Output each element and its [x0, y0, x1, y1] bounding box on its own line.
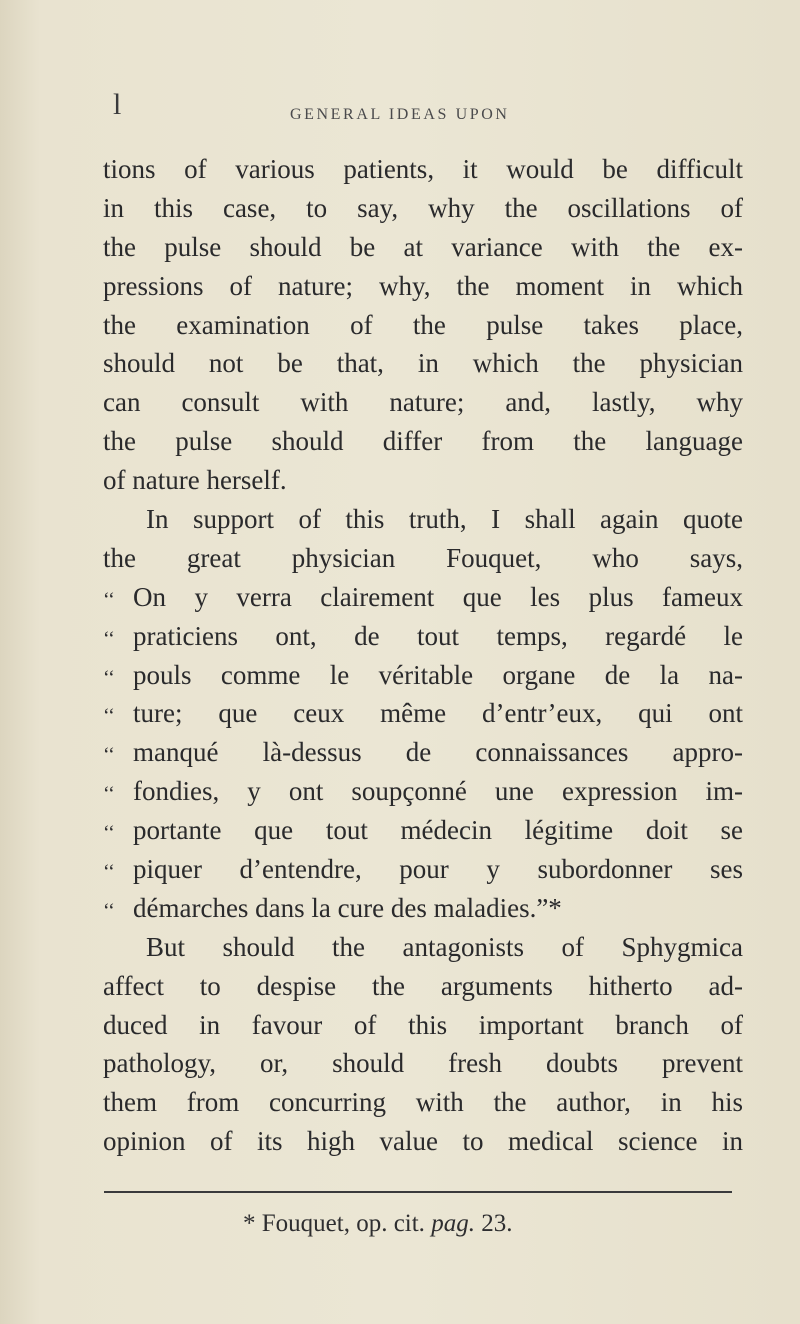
quote-mark: ‘‘: [103, 744, 115, 767]
quote-text: On y verra clairement que les plus fameux: [133, 581, 743, 612]
running-head: GENERAL IDEAS UPON: [290, 106, 510, 123]
text-line: can consult with nature; and, lastly, why: [103, 387, 743, 418]
quote-mark: ‘‘: [103, 666, 115, 689]
footnote: [243, 1210, 512, 1238]
quote-mark: ‘‘: [103, 783, 115, 806]
page-number: l: [113, 88, 122, 121]
quote-text: piquer d’entendre, pour y subordonner ses: [133, 854, 743, 885]
quote-text: ture; que ceux même d’entr’eux, qui ont: [133, 698, 743, 729]
quote-line: [103, 772, 743, 811]
text-line: opinion of its high value to medical science in: [103, 1126, 743, 1157]
quote-line: [103, 694, 743, 733]
quote-mark: ‘‘: [103, 899, 115, 922]
text-line: the great physician Fouquet, who says,: [103, 542, 743, 573]
text-line: duced in favour of this important branch of: [103, 1009, 743, 1040]
quote-line: [103, 733, 743, 772]
text-line: pathology, or, should fresh doubts prevent: [103, 1048, 743, 1079]
text-line: the pulse should differ from the language: [103, 426, 743, 457]
quote-mark: ‘‘: [103, 705, 115, 728]
quote-text: démarches dans la cure des maladies.”*: [133, 892, 562, 923]
quote-line: [103, 811, 743, 850]
body-text: [103, 150, 743, 1161]
quote-line: [103, 656, 743, 695]
footnote-suffix: 23.: [474, 1210, 513, 1237]
text-line: should not be that, in which the physician: [103, 348, 743, 379]
quote-line: [103, 850, 743, 889]
quote-line: [103, 617, 743, 656]
quote-text: portante que tout médecin légitime doit se: [133, 815, 743, 846]
text-line: tions of various patients, it would be difficult: [103, 154, 743, 184]
page-header: [0, 88, 800, 128]
quote-text: manqué là-dessus de connaissances appro-: [133, 737, 743, 768]
text-line: the examination of the pulse takes place,: [103, 309, 743, 340]
text-line: affect to despise the arguments hitherto ad-: [103, 970, 743, 1001]
footnote-italic: pag.: [431, 1210, 475, 1237]
footnote-prefix: * Fouquet, op. cit.: [243, 1210, 432, 1237]
quote-mark: ‘‘: [103, 861, 115, 884]
text-line: the pulse should be at variance with the ex-: [103, 231, 743, 262]
text-line: them from concurring with the author, in his: [103, 1087, 743, 1118]
quote-mark: ‘‘: [103, 822, 115, 845]
quote-mark: ‘‘: [103, 588, 115, 611]
footnote-rule: [104, 1191, 732, 1193]
quote-text: fondies, y ont soupçonné une expression im-: [133, 776, 743, 807]
quote-mark: ‘‘: [103, 627, 115, 650]
quote-line: [103, 889, 743, 928]
quote-text: pouls comme le véritable organe de la na-: [133, 659, 743, 690]
text-line: In support of this truth, I shall again quote: [146, 504, 743, 535]
text-line: pressions of nature; why, the moment in which: [103, 270, 743, 301]
quote-text: praticiens ont, de tout temps, regardé le: [133, 620, 743, 651]
text-line: in this case, to say, why the oscillations of: [103, 192, 743, 223]
quote-line: [103, 578, 743, 617]
text-line: of nature herself.: [103, 465, 287, 496]
text-line: But should the antagonists of Sphygmica: [146, 931, 743, 962]
